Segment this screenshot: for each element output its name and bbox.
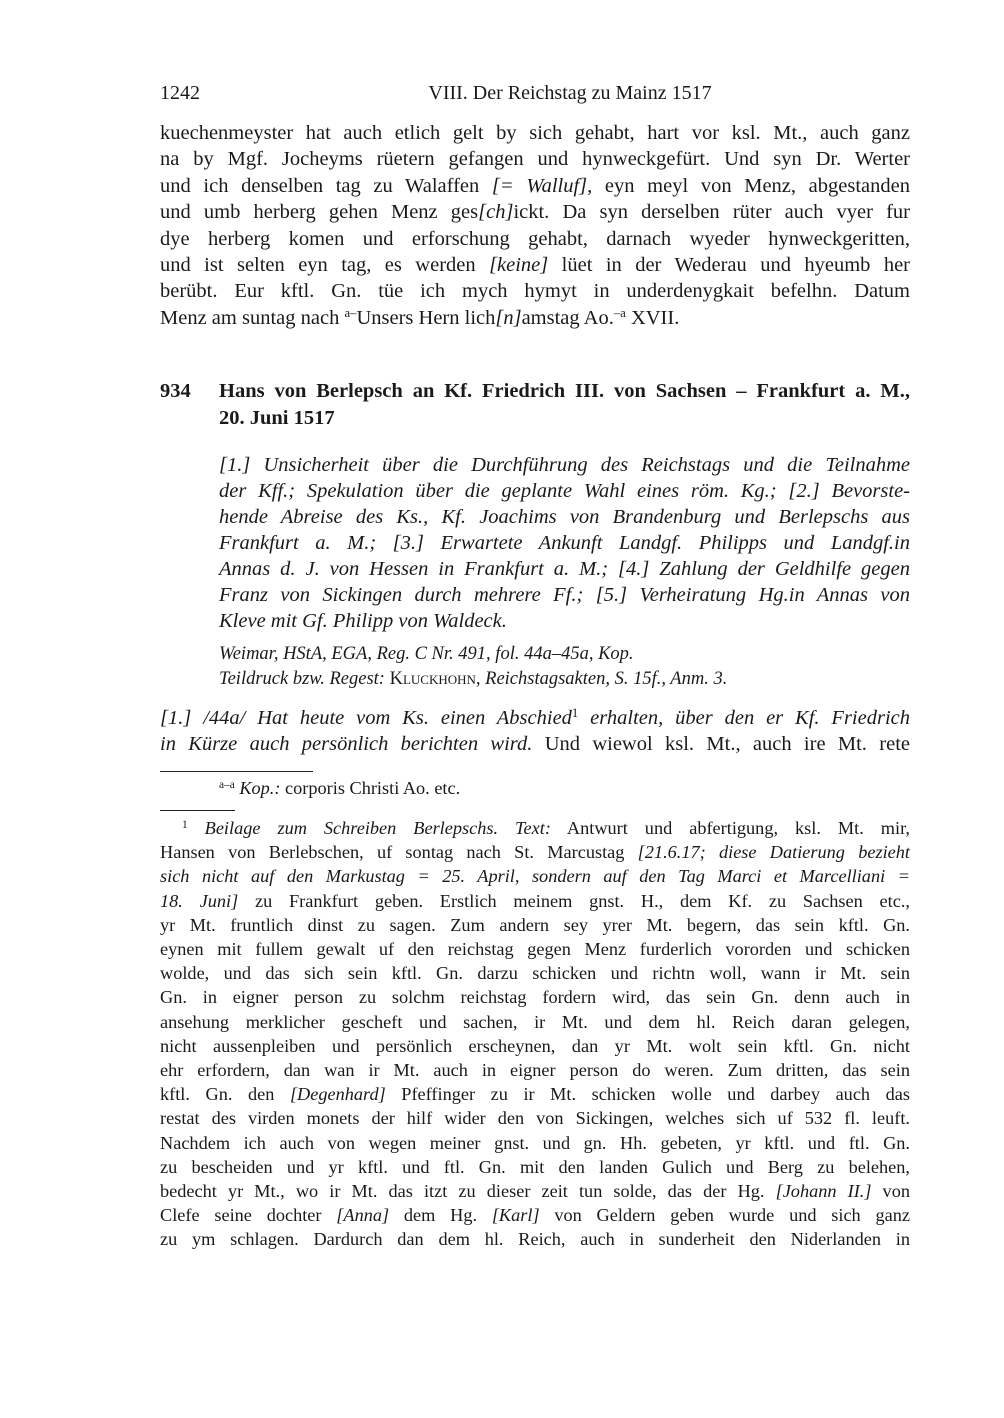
text-line xyxy=(219,608,910,634)
text-run: [1.] Unsicherheit über die Durchführung des Reichstags und die Teilnahme xyxy=(219,454,910,476)
text-line xyxy=(160,864,910,888)
italic-run: [ch] xyxy=(478,201,514,224)
text-run: 20. Juni 1517 xyxy=(219,407,335,429)
text-run: amstag Ao. xyxy=(521,306,614,329)
text-line xyxy=(160,1082,910,1106)
text-run xyxy=(188,818,205,838)
text-run: nicht aussenpleiben und persönlich erscheynen, dan yr Mt. wolt sein kftl. Gn. nicht xyxy=(160,1035,910,1056)
text-run: Antwurt und abfertigung, ksl. Mt. mir, xyxy=(550,818,910,838)
text-run: Nachdem ich auch von wegen meiner gnst. und gn. Hh. gebeten, yr kftl. und ftl. Gn. xyxy=(160,1132,910,1153)
text-line xyxy=(160,1203,910,1227)
italic-run: [n] xyxy=(495,306,522,329)
text-line xyxy=(160,816,910,840)
footnote-marker: a– xyxy=(344,305,357,320)
text-run: XVII. xyxy=(625,306,680,329)
text-line xyxy=(219,378,910,405)
text-run: dye herberg komen und erforschung gehabt, darnach wyeder hynweckgeritten, xyxy=(160,227,910,250)
text-run: kftl. Gn. den xyxy=(160,1084,290,1105)
footnote-1 xyxy=(160,816,910,1252)
text-run: zu ym schlagen. Dardurch dan dem hl. Reich, auch in sunderheit den Niderlanden in xyxy=(160,1229,910,1250)
italic-run: erhalten, über den er Kf. Friedrich xyxy=(578,707,910,729)
text-line xyxy=(160,1179,910,1203)
text-line xyxy=(160,961,910,985)
text-run: Gn. in eigner person zu solchm reichstag fordern wird, das sein Gn. denn auch in xyxy=(160,987,910,1008)
text-line xyxy=(160,252,910,278)
text-line xyxy=(160,278,910,304)
italic-run: 18. Juni] xyxy=(160,890,239,911)
footnote-marker: 1 xyxy=(571,706,579,721)
footnote-marker: 1 xyxy=(182,818,188,831)
text-line xyxy=(219,556,910,582)
footnote-marker: a–a xyxy=(219,778,235,791)
document-number: 934 xyxy=(160,380,191,402)
text-line xyxy=(160,889,910,913)
document-title xyxy=(219,378,910,432)
italic-run: Beilage zum Schreiben Berlepschs. Text: xyxy=(204,818,551,838)
text-run: lüet in der Wederau und hyeumb her xyxy=(548,254,911,277)
text-line xyxy=(219,504,910,530)
text-run: wolde, und das sich sein kftl. Gn. darzu schicken und richtn woll, wann ir Mt. sein xyxy=(160,963,910,984)
footnote-divider xyxy=(160,810,235,811)
source-references xyxy=(219,642,910,692)
text-run: ansehung merklicher gescheft und sachen, ir Mt. und dem hl. Reich daran gelegen, xyxy=(160,1011,910,1032)
letter-end-paragraph xyxy=(160,120,910,331)
text-line xyxy=(219,452,910,478)
italic-run: [Karl] xyxy=(491,1205,540,1226)
text-line xyxy=(219,478,910,504)
text-line xyxy=(219,667,910,692)
italic-run: [Johann II.] xyxy=(775,1181,872,1202)
text-line xyxy=(160,1131,910,1155)
text-run: Hans von Berlepsch an Kf. Friedrich III. von Sachsen – Frankfurt a. M., xyxy=(219,380,910,402)
text-line xyxy=(160,1106,910,1130)
text-line xyxy=(160,173,910,199)
italic-run: [Degenhard] xyxy=(289,1084,386,1105)
text-line xyxy=(160,1058,910,1082)
text-run: und umb herberg gehen Menz ges xyxy=(160,201,479,224)
text-run: ehr erfordern, dan wan ir Mt. auch in eigner person do weren. Zum dritten, das sein xyxy=(160,1060,910,1081)
text-run: corporis Christi Ao. etc. xyxy=(280,778,461,798)
italic-run: [1.] /44a/ Hat heute vom Ks. einen Abschied xyxy=(160,707,572,729)
text-run: und ist selten eyn tag, es werden xyxy=(160,254,490,277)
text-line xyxy=(219,405,910,432)
text-line xyxy=(160,913,910,937)
text-line xyxy=(160,1155,910,1179)
footnote-marker: –a xyxy=(613,305,626,320)
page-number: 1242 xyxy=(160,82,200,104)
document-summary xyxy=(219,452,910,634)
small-caps-run: Kluckhohn xyxy=(389,669,476,689)
text-line xyxy=(219,642,910,667)
text-line xyxy=(160,731,910,757)
text-run: von xyxy=(871,1181,910,1202)
text-run: von Geldern geben wurde und sich ganz xyxy=(539,1205,910,1226)
text-line xyxy=(219,776,910,800)
text-run: der Kff.; Spekulation über die geplante Wahl eines röm. Kg.; [2.] Bevorste- xyxy=(219,480,910,502)
text-line xyxy=(160,305,910,331)
italic-run: Kop.: xyxy=(239,778,281,798)
text-line xyxy=(160,146,910,172)
text-run: dem Hg. xyxy=(389,1205,492,1226)
text-run: yr Mt. fruntlich dinst zu sagen. Zum andern sey yrer Mt. begern, das sein kftl. Gn. xyxy=(160,914,910,935)
text-run: , eyn meyl von Menz, abgestanden xyxy=(587,174,910,197)
text-run: Und wiewol ksl. Mt., auch ire Mt. rete xyxy=(532,733,910,756)
text-run: Menz am suntag nach xyxy=(160,306,345,329)
text-run: kuechenmeyster hat auch etlich gelt by sich gehabt, hart vor ksl. Mt., auch ganz xyxy=(160,122,910,144)
italic-run: Teildruck bzw. Regest: xyxy=(219,669,390,689)
footnote-a xyxy=(219,776,910,800)
running-title: VIII. Der Reichstag zu Mainz 1517 xyxy=(428,82,712,104)
text-run: Annas d. J. von Hessen in Frankfurt a. M.; [4.] Zahlung der Geldhilfe gegen xyxy=(219,558,910,580)
italic-run: [21.6.17; diese Datierung bezieht xyxy=(637,842,910,863)
text-run: restat des virden monets der hilf wider den von Sickingen, welches sich uf 532 fl. leuft. xyxy=(160,1108,910,1129)
document-text xyxy=(160,705,910,758)
text-line xyxy=(160,199,910,225)
text-line xyxy=(160,840,910,864)
italic-run: , Reichstagsakten, S. 15f., Anm. 3. xyxy=(475,669,728,689)
italic-run: sich nicht auf den Markustag = 25. April, sondern auf den Tag Marci et Marcelliani = xyxy=(160,866,910,887)
text-run: berübt. Eur kftl. Gn. tüe ich mych hymyt in underdenygkait befelhn. Datum xyxy=(160,280,910,303)
text-run: Clefe seine dochter xyxy=(160,1205,337,1226)
text-run: Pfeffinger zu ir Mt. schicken wolle und darbey auch das xyxy=(385,1084,910,1105)
italic-run: [keine] xyxy=(489,254,549,277)
text-run: hende Abreise des Ks., Kf. Joachims von Brandenburg und Berlepschs aus xyxy=(219,506,910,528)
text-line xyxy=(160,120,910,146)
italic-run: Weimar, HStA, EGA, Reg. C Nr. 491, fol. 44a–45a, Kop. xyxy=(219,644,634,664)
text-line xyxy=(160,1227,910,1251)
text-run: ickt. Da syn derselben rüter auch vyer fur xyxy=(513,201,910,224)
text-run: bedecht yr Mt., wo ir Mt. das itzt zu dieser zeit tun solde, das der Hg. xyxy=(160,1181,776,1202)
text-run: Frankfurt a. M.; [3.] Erwartete Ankunft Landgf. Philipps und Landgf.in xyxy=(219,532,910,554)
text-line xyxy=(160,1034,910,1058)
text-run: na by Mgf. Jocheyms rüetern gefangen und hynweckgefürt. Und syn Dr. Werter xyxy=(160,148,910,171)
text-run: zu bescheiden und yr kftl. und ftl. Gn. mit den landen Gulich und Berg zu belehen, xyxy=(160,1156,910,1177)
text-line xyxy=(219,582,910,608)
text-run: und ich denselben tag zu Walaffen xyxy=(160,174,492,197)
italic-run: in Kürze auch persönlich berichten wird. xyxy=(160,733,533,756)
text-run: eynen mit fullem gewalt uf den reichstag gegen Menz furderlich vororden und schicken xyxy=(160,939,910,960)
text-line xyxy=(160,705,910,731)
text-run: Unsers Hern lich xyxy=(356,306,496,329)
text-run: Hansen von Berlebschen, uf sontag nach St. Marcustag xyxy=(160,842,638,863)
italic-run: [= Walluf] xyxy=(491,174,588,197)
text-run: zu Frankfurt geben. Erstlich meinem gnst. H., dem Kf. zu Sachsen etc., xyxy=(238,890,910,911)
text-line xyxy=(219,530,910,556)
footnote-divider xyxy=(160,771,313,772)
text-line xyxy=(160,985,910,1009)
text-run: Franz von Sickingen durch mehrere Ff.; [5.] Verheiratung Hg.in Annas von xyxy=(219,584,910,606)
text-run: Kleve mit Gf. Philipp von Waldeck. xyxy=(219,610,507,632)
italic-run: [Anna] xyxy=(336,1205,390,1226)
text-line xyxy=(160,937,910,961)
text-line xyxy=(160,226,910,252)
text-line xyxy=(160,1010,910,1034)
